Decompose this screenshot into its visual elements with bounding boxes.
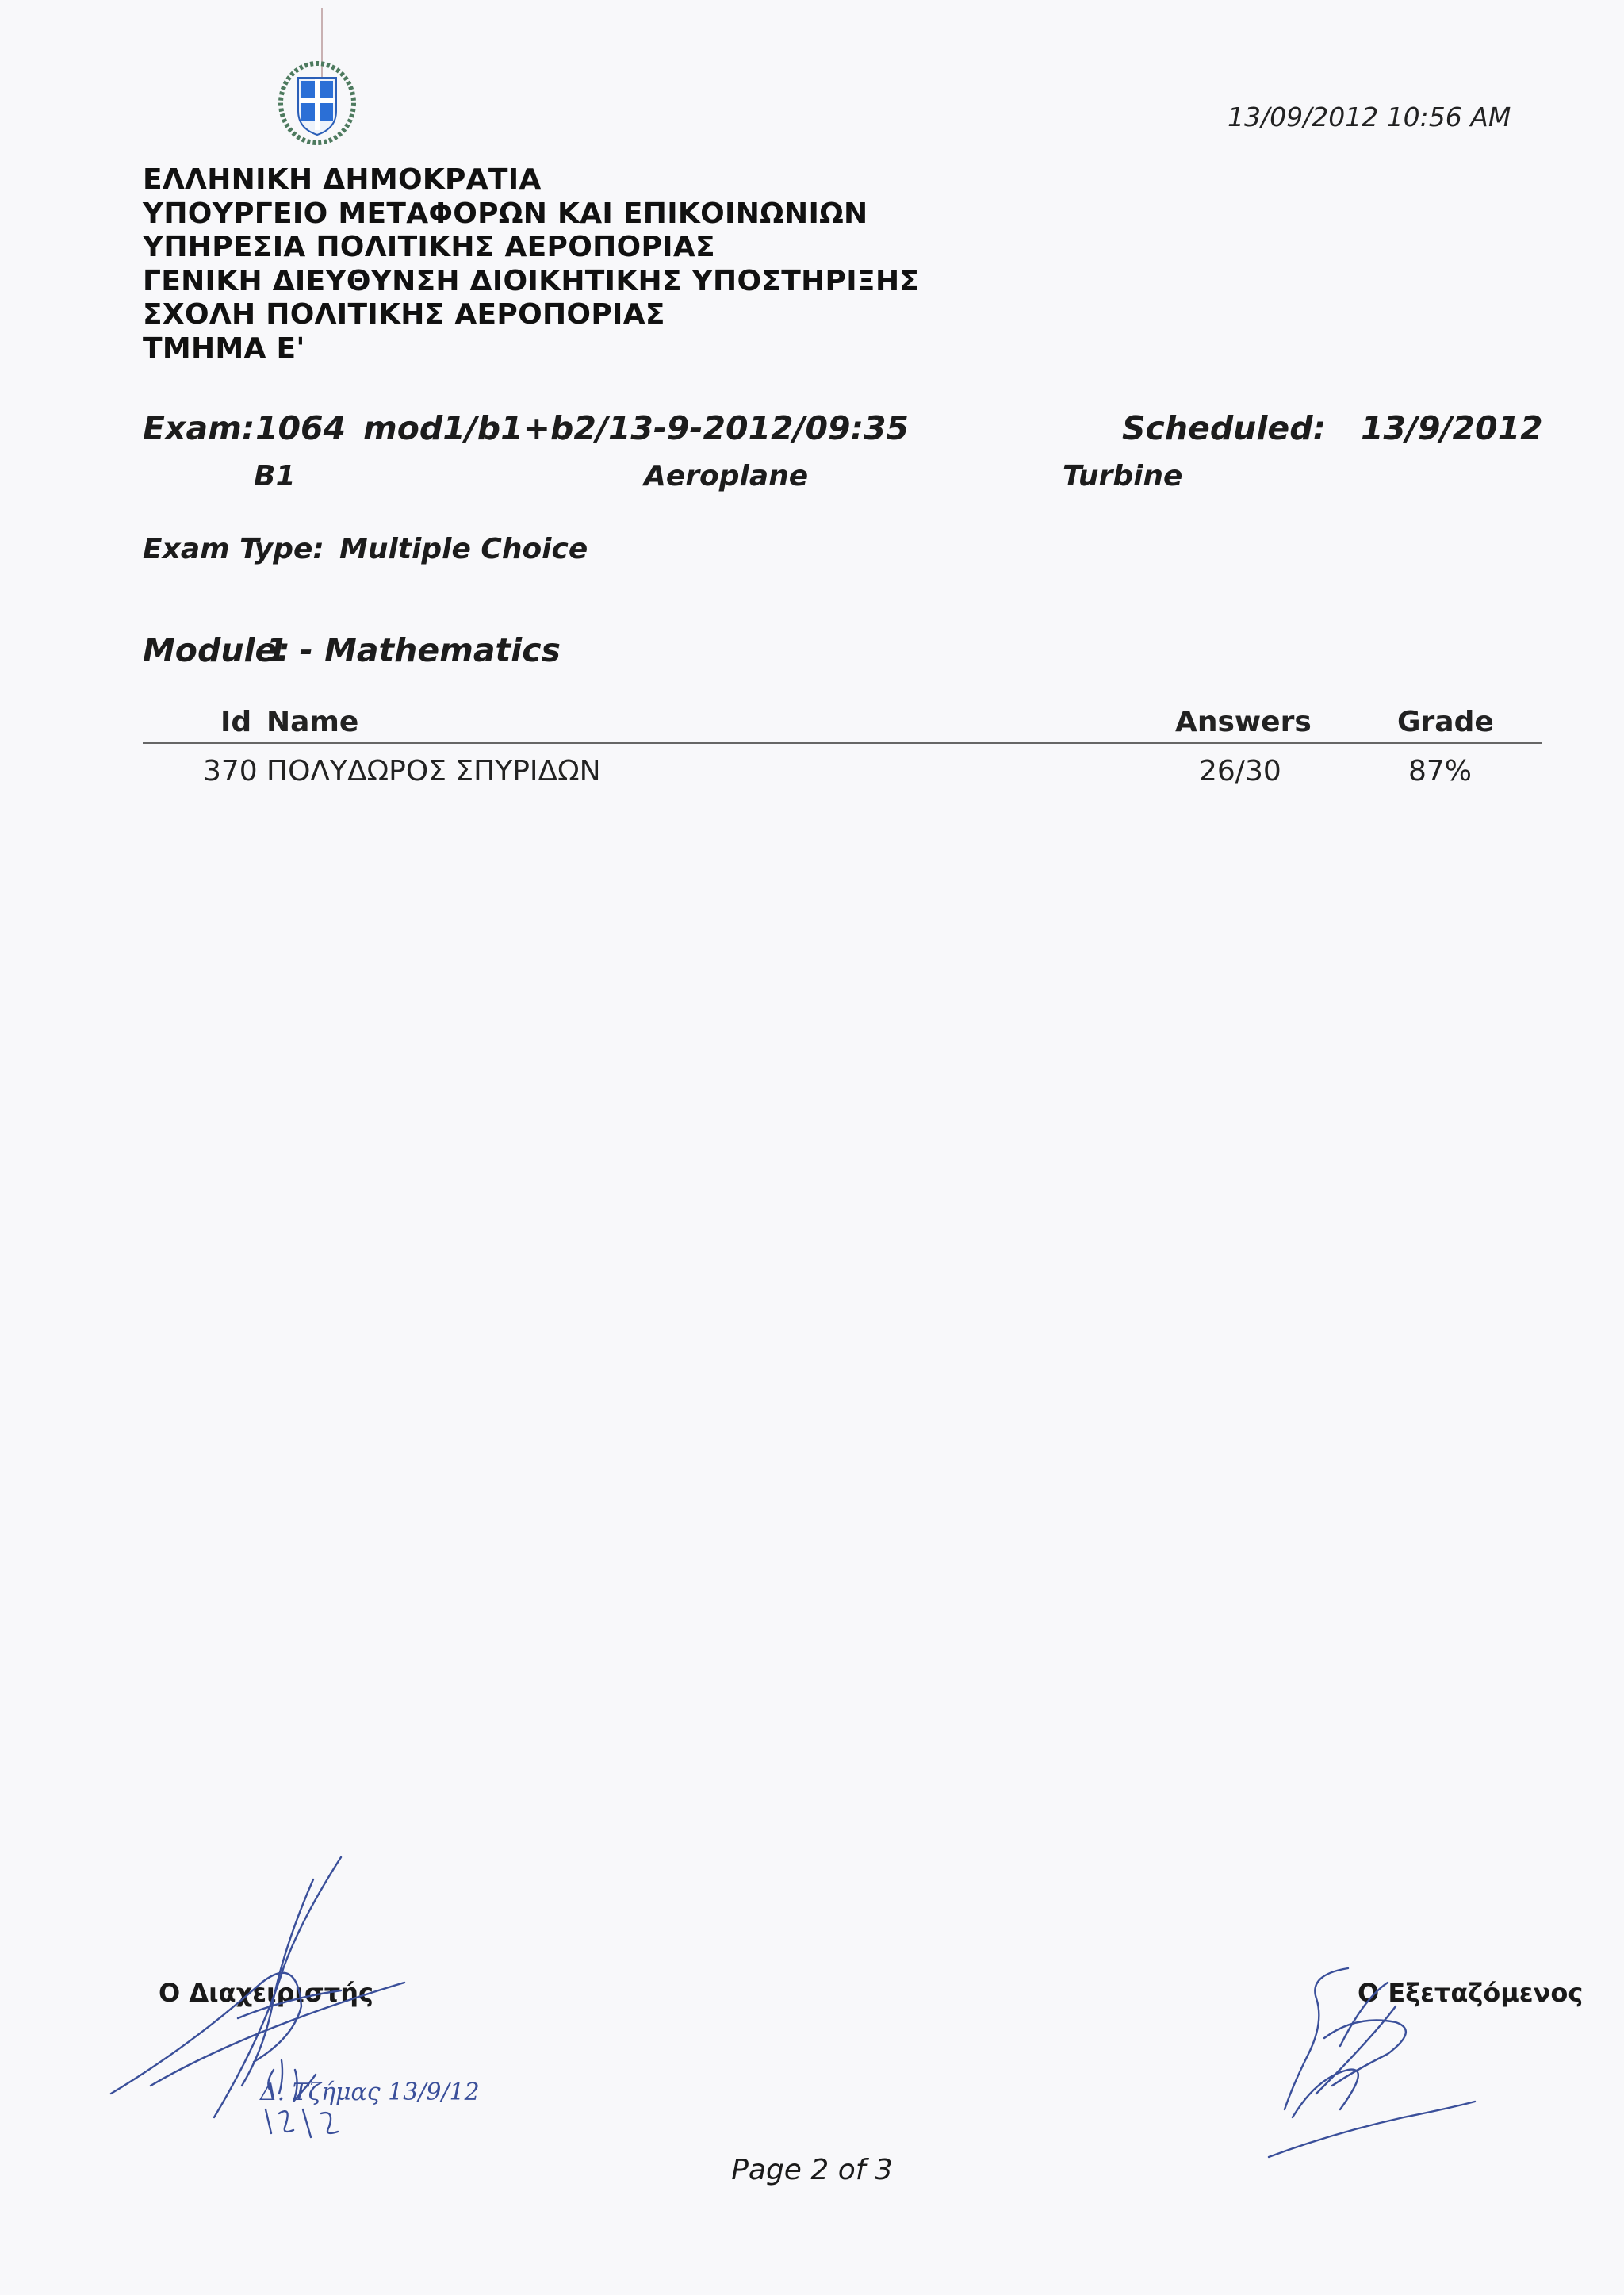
module-label: Module:: [143, 631, 290, 669]
cell-answers: 26/30: [1199, 755, 1281, 787]
exam-number: 1064: [255, 409, 347, 447]
org-line: ΓΕΝΙΚΗ ΔΙΕΥΘΥΝΣΗ ΔΙΟΙΚΗΤΙΚΗΣ ΥΠΟΣΤΗΡΙΞΗΣ: [143, 264, 920, 297]
engine-type: Turbine: [1063, 460, 1183, 492]
examinee-label: Ο Εξεταζόμενος: [1358, 1978, 1584, 2008]
greek-coat-of-arms-icon: [270, 56, 365, 151]
print-datetime: 13/09/2012 10:56 AM: [1228, 102, 1511, 132]
exam-category: B1: [254, 460, 296, 492]
exam-type-label: Exam Type:: [143, 533, 324, 565]
org-line: ΕΛΛΗΝΙΚΗ ΔΗΜΟΚΡΑΤΙΑ: [143, 163, 542, 196]
administrator-handwriting: Δ. Τζήμας 13/9/12: [260, 2079, 480, 2106]
scheduled-label: Scheduled:: [1122, 409, 1326, 447]
column-header-id: Id: [220, 706, 252, 738]
org-line: ΣΧΟΛΗ ΠΟΛΙΤΙΚΗΣ ΑΕΡΟΠΟΡΙΑΣ: [143, 298, 665, 331]
org-line: ΥΠΗΡΕΣΙΑ ΠΟΛΙΤΙΚΗΣ ΑΕΡΟΠΟΡΙΑΣ: [143, 231, 715, 263]
administrator-label: Ο Διαχειριστής: [159, 1978, 373, 2008]
exam-label: Exam:: [143, 409, 255, 447]
administrator-signature: [103, 1848, 480, 2149]
org-line: ΥΠΟΥΡΓΕΙΟ ΜΕΤΑΦΟΡΩΝ ΚΑΙ ΕΠΙΚΟΙΝΩΝΙΩΝ: [143, 197, 868, 230]
page-number: Page 2 of 3: [731, 2154, 893, 2186]
cell-name: ΠΟΛΥΔΩΡΟΣ ΣΠΥΡΙΔΩΝ: [266, 755, 601, 787]
aircraft-type: Aeroplane: [644, 460, 809, 492]
exam-code: mod1/b1+b2/13-9-2012/09:35: [363, 409, 910, 447]
column-header-name: Name: [266, 706, 359, 738]
scheduled-date: 13/9/2012: [1361, 409, 1543, 447]
examinee-signature: [1261, 1951, 1491, 2173]
exam-type-value: Multiple Choice: [339, 533, 588, 565]
column-header-grade: Grade: [1397, 706, 1494, 738]
cell-grade: 87%: [1408, 755, 1473, 787]
table-header-divider: [143, 742, 1542, 744]
module-value: 1 - Mathematics: [266, 631, 561, 669]
column-header-answers: Answers: [1175, 706, 1312, 738]
cell-id: 370: [203, 755, 258, 787]
organization-header: [143, 163, 919, 366]
org-line: ΤΜΗΜΑ Ε': [143, 331, 305, 365]
